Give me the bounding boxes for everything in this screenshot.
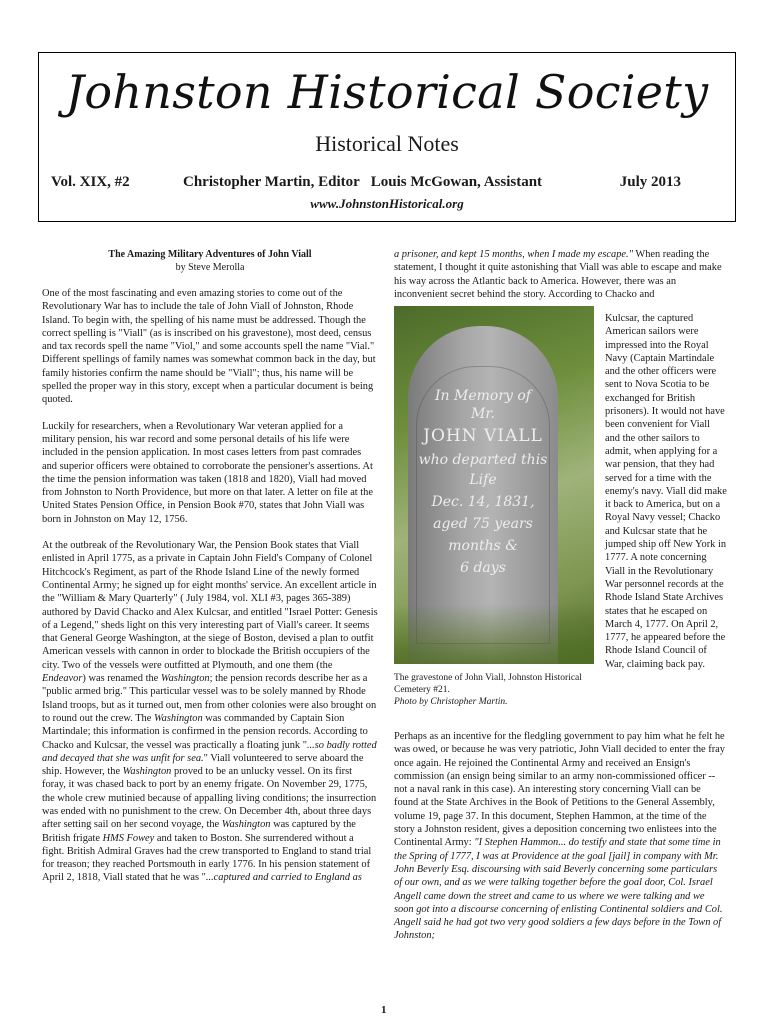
paragraph-continued: a prisoner, and kept 15 months, when I made my escape." When reading the statement, I thought it quite astonishing that Viall was able to escape and make his way across the Atlantic back to America. However, there was an inconvenient secret behind the story. According to Chacko and (394, 249, 722, 300)
paragraph-wrap: Kulcsar, the captured American sailors were impressed into the Royal Navy (Captain Martindale and the other officers were sent to Nova Scotia to be exchanged for British prisoners). It would not have been convenient for Viall and the other sailors to admit, when applying for a war pension, that they had served for a time with the enemy's navy. Viall did make it back to America, but on a Royal Navy vessel; Chacko and Kulcsar state that he jumped ship off New York in 1777. A note concerning Viall in the Revolutionary War personnel records at the Rhode Island State Archives states that he escaped on March 4, 1777. On April 2, 1777, he appeared before the Rhode Island Council of War, claiming back pay. (605, 313, 727, 670)
volume-number: Vol. XIX, #2 (51, 174, 130, 190)
article-wrap-column (605, 312, 727, 671)
stone-line: JOHN VIALL (423, 426, 543, 446)
stone-line: aged 75 years (433, 516, 533, 532)
article-byline: by Steve Merolla (175, 262, 245, 273)
caption-credit: Photo by Christopher Martin. (394, 697, 508, 707)
stone-line: In Memory of (435, 388, 531, 404)
newsletter-subtitle: Historical Notes (315, 131, 459, 156)
paragraph-2: Luckily for researchers, when a Revolutionary War veteran applied for a military pension, his war record and some personal details of his life were included in the pension application. In most cases letters from past comrades and superior officers were obtained to corroborate the pensioner's assertions. At the time the pension information was taken (1818 and 1820), Viall had moved from Johnston to North Providence, but more on that later. A letter on file at the United States Pension Office, in Pension Book #70, states that John Viall was born in Johnston on May 12, 1756. (42, 420, 373, 525)
stone-line: Life (469, 472, 497, 488)
gravestone-photo (394, 306, 594, 664)
stone-line: Dec. 14, 1831, (431, 494, 535, 510)
caption-text: The gravestone of John Viall, Johnston Historical Cemetery #21. (394, 673, 582, 695)
page-number: 1 (381, 1004, 387, 1016)
stone-line: 6 days (460, 560, 506, 576)
stone-line: Mr. (471, 406, 495, 422)
article-title: The Amazing Military Adventures of John Viall (108, 249, 312, 260)
issue-date: July 2013 (619, 174, 681, 190)
article-left-column (42, 248, 378, 885)
paragraph-4: Perhaps as an incentive for the fledgling government to pay him what he felt he was owed, or because he was very patriotic, John Viall decided to enter the fray once again. He rejoined the Continental Army and received an Ensign's commission (an ensign being similar to an army non-commissioned officer -- not a naval rank in this case). An interesting story concerning Viall can be found at the State Archives in the Book of Petitions to the General Assembly, volume 19, page 37. In this document, Stephen Hammon, at the time of the story a Johnston resident, gives a deposition concerning two enlistees into the Continental Army: "I Stephen Hammon... do testify and state that some time in the Spring of 1777, I was at Providence at the goal [jail] in company with Mr. John Beverly Esq. discoursing with said Beverly concerning some particulars of our own, and as we were talking together before the goal door, Col. Israel Angell came down the street and came to us where we were talking and we soon got into a discourse concerning of enlisting Continental soldiers and Col. Angell said he had got two very good soldiers a few days before in the Town of Johnston; (394, 731, 725, 942)
paragraph-1: One of the most fascinating and even amazing stories to come out of the Revolutionary War has to include the tale of John Viall of Johnston, Rhode Island. To begin with, the spelling of his name must be addressed. Though the correct spelling is "Viall" (as is inscribed on his gravestone), most deed, census and tax records spell the name "Viol," and some accounts spell the name "Vial." Different spellings of family names was somewhat common back in the day, but family histories confirm the name should be "Viall"; thus, his name will be spelled the proper way in this story, except when a particular document is being quoted. (42, 288, 376, 406)
article-right-bottom (394, 730, 726, 943)
paragraph-3: At the outbreak of the Revolutionary War, the Pension Book states that Viall enlisted in April 1775, as a private in Captain John Field's Company of Colonel Hitchcock's Regiment, as part of the Rhode Island Line of the newly formed Continental Army; he signed up for eight months' service. An excellent article in the "William & Mary Quarterly" ( July 1984, vol. XLI #3, pages 365-389) authored by David Chacko and Alex Kulcsar, and entitled "Israel Potter: Genesis of a Legend," sheds light on this very interesting part of Viall's career. It seems that General George Washington, at the siege of Boston, devised a plan to outfit American vessels with cannon in order to blockade the British occupiers of the city. Two of the vessels were outfitted at Plymouth, and one them (the Endeavor) was renamed the Washington; the pension records describe her as a "public armed brig." This particular vessel was to be solely manned by Rhode Island troops, but as it turned out, men from other colonies were also brought on to round out the crew. The Washington was commanded by Captain Sion Martindale; this information is confirmed in the pension records. According to Chacko and Kulcsar, the vessel was practically a floating junk "...so badly rotted and decayed that she was unfit for sea." Viall volunteered to serve aboard the ship. However, the Washington proved to be an unlucky vessel. On its first foray, it was chased back to port by an enemy frigate. On November 29, 1775, the whole crew mutinied because of appalling living conditions; the insurrection was ended with no punishment to the crew. On December 4th, about three days after setting sail on her second voyage, the Washington was captured by the British frigate HMS Fowey and taken to Boston. She surrendered without a fight. British Admiral Graves had the crew transported to England to stand trial for treason; they reached Portsmouth in early 1776. In his pension statement of April 2, 1818, Viall stated that he was "...captured and carried to England as (42, 540, 378, 884)
editors: Christopher Martin, Editor Louis McGowan, Assistant (183, 174, 543, 190)
website-link[interactable]: www.JohnstonHistorical.org (310, 196, 464, 211)
masthead (38, 52, 736, 222)
article-right-top (394, 248, 726, 301)
stone-line: who departed this (418, 452, 548, 468)
stone-line: months & (448, 538, 518, 554)
newsletter-title: Johnston Historical Society (65, 65, 709, 119)
photo-caption (394, 672, 594, 708)
